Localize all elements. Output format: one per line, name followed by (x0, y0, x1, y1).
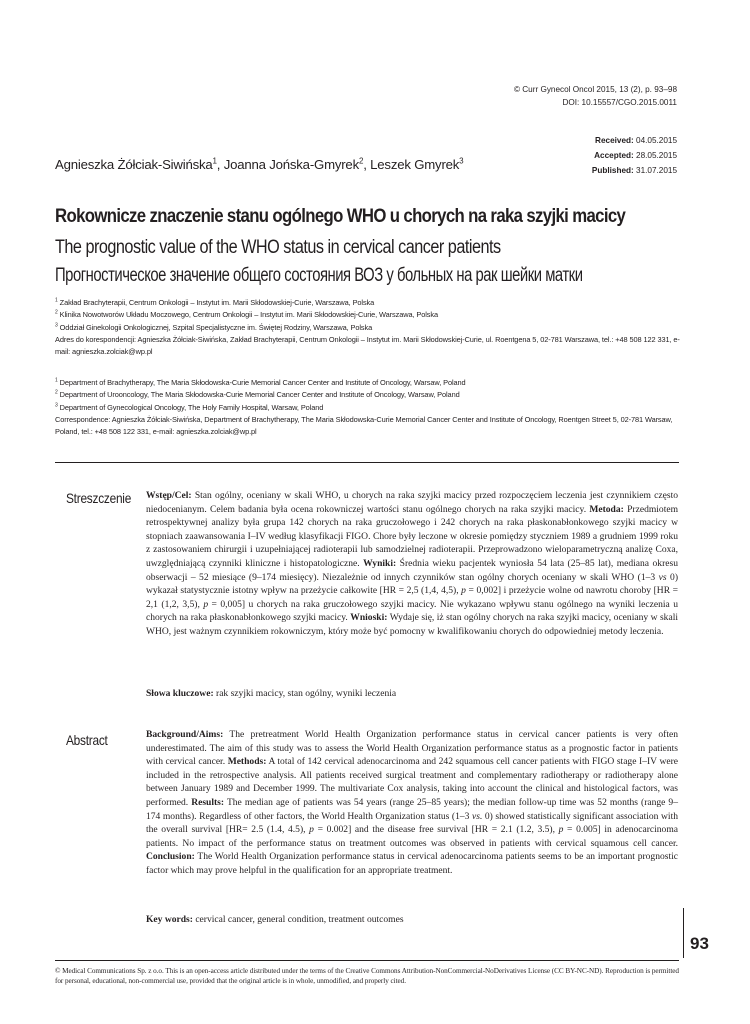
body-text: p (461, 585, 466, 597)
body-text: Średnia wieku pacjentek wyniosła 54 lata (25–85 lat), mediana okresu obserwacji – 52 miesiące (9–174 miesięcy). Niezależnie od innych czynników stan ogólny chorych oceniany w skali WHO (1–3 (146, 557, 678, 583)
body-text: = 0,002] i przeżycie wolne od nawrotu choroby [HR = 2,1 (1,2, 3,5), (146, 585, 679, 610)
affiliations-polish (55, 297, 683, 358)
license-notice: © Medical Communications Sp. z o.o. This is an open-access article distributed under the terms of the Creative Commons Attribution-NonCommercial-NoDerivatives License (CC BY-NC-ND). Reproduction is permitted for personal, educational, non-commercial use, provided that the original article is in whole, unmodified, and properly cited. (55, 967, 679, 985)
section-label: Conclusion: (146, 851, 195, 863)
correspondence-address: Adres do korespondencji: Agnieszka Żółciak-Siwińska, Zakład Brachyterapii, Centrum Onkologii – Instytut im. Marii Skłodowskiej-Curie, ul. Roentgena 5, 02-781 Warszawa, tel.: +48 508 122 331, e-mail: agnieszka.zolciak@wp.pl (55, 334, 680, 357)
journal-reference (514, 83, 677, 109)
section-label: Results: (191, 796, 225, 808)
doi: DOI: 10.15557/CGO.2015.0011 (562, 98, 677, 107)
body-text: The pretreatment World Health Organization performance status in cervical cancer patients is very often underestimated. The aim of this study was to assess the World Health Organization performance status as a prognostic factor in patients with cervical cancer. (146, 729, 678, 768)
body-text: 0) showed statistically significant association with the overall survival [HR= 2.5 (1.4, 4.5), (146, 810, 678, 836)
author: Leszek Gmyrek$^3$ (370, 156, 464, 172)
streszczenie-body (146, 489, 678, 639)
affiliation-item: $^3$ Department of Gynecological Oncology, The Holy Family Hospital, Warsaw, Poland (55, 402, 324, 412)
title-russian: Прогностическое значение общего состояния ВОЗ у больных на рак шейки матки (55, 265, 583, 286)
body-text: vs (658, 571, 667, 583)
affiliation-item: $^1$ Department of Brachytherapy, The Maria Skłodowska-Curie Memorial Cancer Center and Institute of Oncology, Warsaw, Poland (55, 377, 466, 387)
body-text: A total of 142 cervical adenocarcinoma and 242 squamous cell cancer patients with FIGO stage I–IV were included in the retrospective analysis. All patients received surgical treatment and complementary radiotherapy or radiotherapy alone between January 1989 and December 1999. The multivariate Cox analysis, taking into account the clinical and histological factors, was performed. (146, 756, 678, 808)
body-text: vs. (472, 810, 483, 822)
body-text: = 0,005] u chorych na raka gruczołowego szyjki macicy. Nie wykazano wpływu stanu ogólnego na wyniki leczenia u chorych na raka płaskonabłonkowego szyjki macicy. (146, 598, 679, 624)
page-number-rule (683, 908, 684, 958)
body-text: The World Health Organization performance status in cervical adenocarcinoma patients seems to be an important prognostic factor which may prove helpful in the qualification for an appropriate treatment. (146, 851, 678, 876)
affiliation-item: $^3$ Oddział Ginekologii Onkologicznej, Szpital Specjalistyczne im. Świętej Rodziny, Warszawa, Polska (55, 322, 373, 332)
section-label: Wstęp/Cel: (146, 490, 192, 501)
section-label: Methods: (227, 756, 267, 768)
correspondence-address: Correspondence: Agnieszka Żółciak-Siwińska, Department of Brachytherapy, The Maria Skłodowska-Curie Memorial Cancer Center and Institute of Oncology, Roentgen Street 5, 02-781 Warsaw, Poland, tel.: +48 508 122 331, e-mail: agnieszka.zolciak@wp.pl (55, 414, 673, 437)
abstract-body (146, 728, 678, 878)
body-text: p (203, 598, 209, 610)
body-text: 0) wykazał statystycznie istotny wpływ na przeżycie całkowite [HR = 2,5 (1,4, 4,5), (146, 571, 678, 597)
body-text: = 0.005] in adenocarcinoma patients. No impact of the performance status on treatment outcomes was observed in patients with cervical squamous cell cancer. (146, 824, 678, 849)
affiliations-english (55, 377, 683, 438)
footer-divider (55, 960, 679, 961)
article-dates (592, 133, 677, 178)
affiliation-item: $^1$ Zakład Brachyterapii, Centrum Onkologii – Instytut im. Marii Skłodowskiej-Curie, Warszawa, Polska (55, 297, 375, 307)
section-divider (55, 462, 679, 463)
affiliation-item: $^2$ Klinika Nowotworów Układu Moczowego, Centrum Onkologii – Instytut im. Marii Skłodowskiej-Curie, Warszawa, Polska (55, 309, 438, 320)
body-text: The median age of patients was 54 years (range 25–85 years); the median follow-up time was 52 months (range 9–174 months). Regardless of other factors, the World Health Organization status (1–3 (146, 796, 678, 822)
journal-citation: © Curr Gynecol Oncol 2015, 13 (2), p. 93–98 (513, 85, 677, 94)
body-text: p (558, 824, 564, 836)
affiliation-item: $^2$ Department of Urooncology, The Maria Skłodowska-Curie Memorial Cancer Center and Institute of Oncology, Warsaw, Poland (55, 389, 460, 400)
author: Joanna Jońska-Gmyrek$^2$, (223, 156, 371, 172)
streszczenie-heading: Streszczenie (66, 490, 132, 506)
title-english: The prognostic value of the WHO status in cervical cancer patients (55, 237, 501, 258)
body-text: p (309, 824, 314, 836)
keywords-polish: Słowa kluczowe: rak szyjki macicy, stan ogólny, wyniki leczenia (146, 688, 397, 699)
abstract-heading: Abstract (66, 732, 108, 748)
section-label: Wnioski: (350, 612, 388, 624)
body-text: Przedmiotem retrospektywnej analizy była grupa 142 chorych na raka gruczołowego i 242 chorych na raka płaskonabłonkowego szyjki macicy w stopniach zaawansowania I–IV według klasyfikacji FIGO. Chore były leczone w okresie pomiędzy styczniem 1989 a grudniem 1999 roku z zastosowaniem chirurgii i uzupełniającej radioterapii lub samodzielnej radioterapii. Przeprowadzono wieloparametryczną analizę Coxa, uwzględniającą czynniki kliniczne i histopatologiczne. (146, 503, 679, 569)
body-text: Wydaje się, iż stan ogólny chorych na raka szyjki macicy, oceniany w skali WHO, jest ważnym czynnikiem rokowniczym, który może być pomocny w kwalifikowaniu chorych do odpowiedniej metody leczenia. (146, 612, 678, 637)
section-label: Metoda: (589, 503, 624, 515)
section-label: Wyniki: (363, 557, 397, 569)
title-polish: Rokownicze znaczenie stanu ogólnego WHO u chorych na raka szyjki macicy (55, 205, 626, 227)
accepted-date: Accepted: 28.05.2015 (594, 151, 677, 160)
author-list (55, 157, 463, 172)
author: Agnieszka Żółciak-Siwińska$^1$, (55, 156, 224, 172)
received-date: Received: 04.05.2015 (595, 136, 677, 145)
section-label: Background/Aims: (146, 729, 224, 740)
keywords-english: Key words: cervical cancer, general condition, treatment outcomes (146, 914, 404, 925)
body-text: Stan ogólny, oceniany w skali WHO, u chorych na raka szyjki macicy przed rozpoczęciem leczenia jest czynnikiem często niedocenianym. Celem badania była ocena rokowniczej wartości stanu ogólnego chorych na raka szyjki macicy. (146, 490, 678, 515)
body-text: = 0.002] and the disease free survival [HR = 2.1 (1.2, 3.5), (313, 824, 559, 836)
page-number: 93 (690, 934, 709, 953)
published-date: Published: 31.07.2015 (591, 166, 677, 175)
